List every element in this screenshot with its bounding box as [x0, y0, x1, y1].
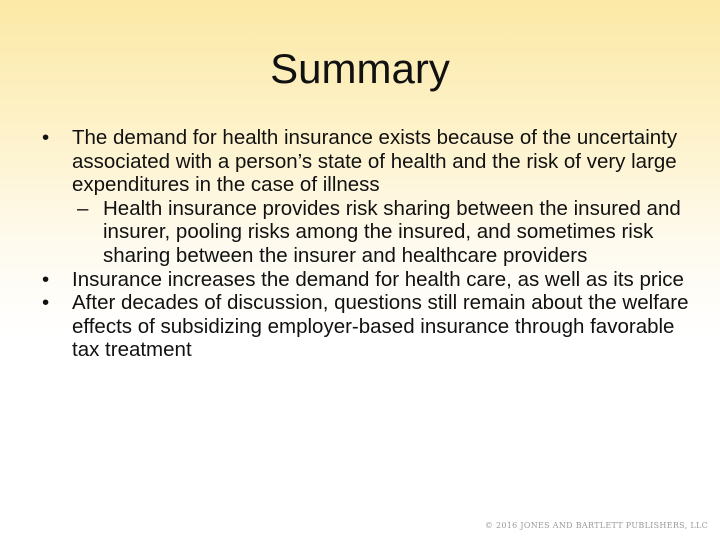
bullet-item [42, 268, 692, 292]
bullet-text: Insurance increases the demand for health care, as well as its price [72, 267, 684, 291]
bullet-text: The demand for health insurance exists because of the uncertainty associated with a person’s state of health and the risk of very large expenditures in the case of illness [72, 126, 678, 197]
bullet-text: After decades of discussion, questions still remain about the welfare effects of subsidizing employer-based insurance through favorable tax treatment [72, 291, 689, 362]
copyright-footer: © 2016 JONES AND BARTLETT PUBLISHERS, LLC [484, 521, 708, 530]
sub-bullet-item [42, 197, 692, 268]
bullet-item [42, 291, 692, 362]
sub-bullet-marker: – [77, 196, 89, 220]
bullet-marker: • [42, 126, 50, 149]
bullet-marker: • [42, 291, 50, 315]
sub-bullet-text: Health insurance provides risk sharing between the insured and insurer, pooling risks among the insured, and sometimes risk sharing between the insurer and healthcare providers [103, 196, 681, 267]
bullet-item [42, 126, 692, 197]
slide-title: Summary [270, 45, 450, 92]
slide-body [42, 126, 692, 362]
bullet-marker: • [42, 267, 50, 291]
